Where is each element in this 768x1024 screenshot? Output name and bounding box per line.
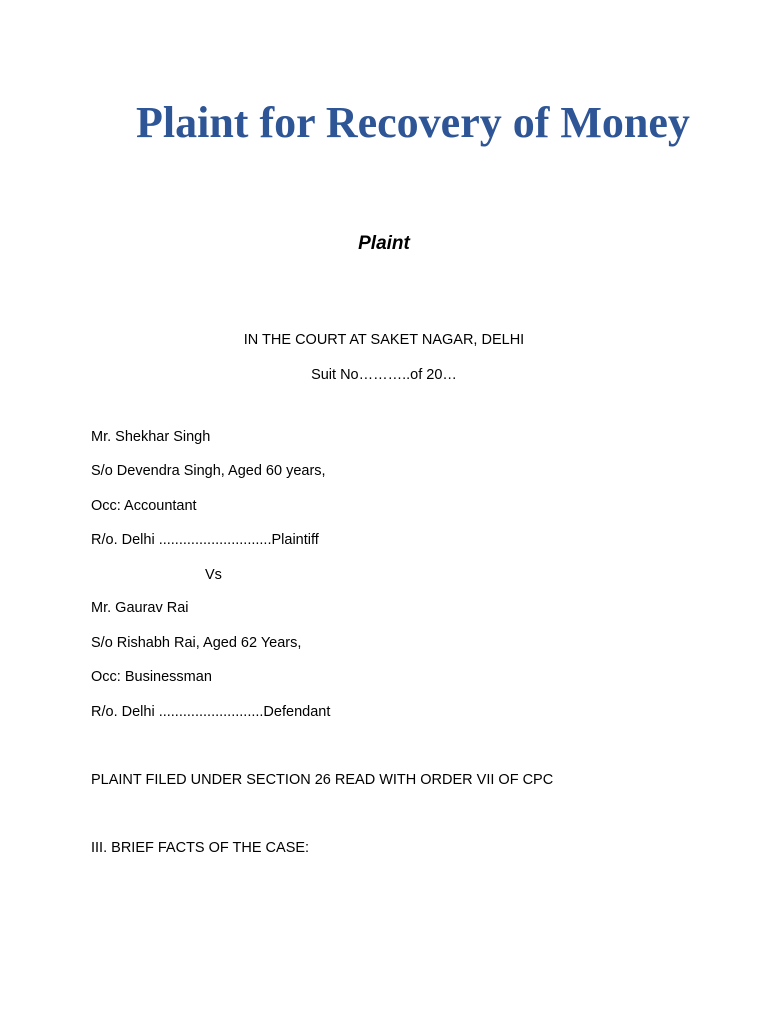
document-title: Plaint for Recovery of Money [136,98,690,147]
defendant-name: Mr. Gaurav Rai [91,600,189,616]
court-name: IN THE COURT AT SAKET NAGAR, DELHI [243,332,525,348]
document-subtitle: Plaint [358,233,410,254]
suit-number: Suit No………..of 20… [311,367,457,383]
defendant-occupation: Occ: Businessman [91,669,212,685]
plaintiff-parentage-age: S/o Devendra Singh, Aged 60 years, [91,463,326,479]
section-heading: III. BRIEF FACTS OF THE CASE: [91,840,310,856]
defendant-residence: R/o. Delhi ..........................Defendant [91,704,331,720]
versus-label: Vs [205,567,222,583]
defendant-parentage-age: S/o Rishabh Rai, Aged 62 Years, [91,635,302,651]
plaintiff-name: Mr. Shekhar Singh [91,429,211,445]
plaintiff-occupation: Occ: Accountant [91,498,197,514]
plaintiff-residence: R/o. Delhi ............................Plaintiff [91,532,319,548]
filing-statement: PLAINT FILED UNDER SECTION 26 READ WITH ORDER VII OF CPC [91,772,554,788]
